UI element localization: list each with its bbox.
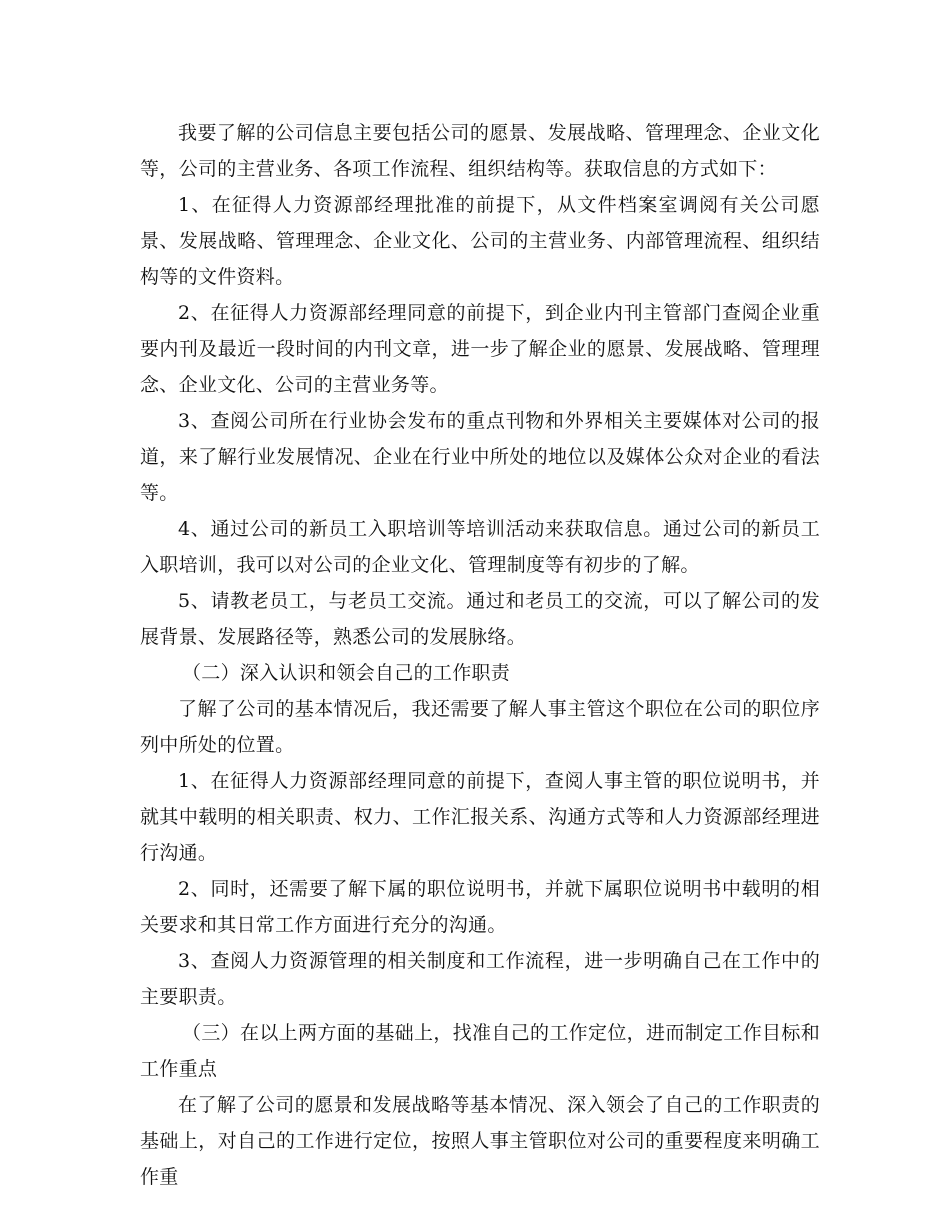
paragraph-item-5: 5、请教老员工，与老员工交流。通过和老员工的交流，可以了解公司的发展背景、发展路径等，熟悉公司的发展脉络。 (140, 590, 820, 648)
section-heading-3: （三）在以上两方面的基础上，找准自己的工作定位，进而制定工作目标和工作重点 (140, 1022, 820, 1080)
paragraph-section-2-item-2: 2、同时，还需要了解下属的职位说明书，并就下属职位说明书中载明的相关要求和其日常工作方面进行充分的沟通。 (140, 878, 820, 936)
paragraph-intro: 我要了解的公司信息主要包括公司的愿景、发展战略、管理理念、企业文化等，公司的主营业务、各项工作流程、组织结构等。获取信息的方式如下： (140, 122, 820, 180)
paragraph-section-2-intro: 了解了公司的基本情况后，我还需要了解人事主管这个职位在公司的职位序列中所处的位置。 (140, 698, 820, 756)
paragraph-item-2: 2、在征得人力资源部经理同意的前提下，到企业内刊主管部门查阅企业重要内刊及最近一段时间的内刊文章，进一步了解企业的愿景、发展战略、管理理念、企业文化、公司的主营业务等。 (140, 302, 820, 396)
paragraph-section-2-item-1: 1、在征得人力资源部经理同意的前提下，查阅人事主管的职位说明书，并就其中载明的相关职责、权力、工作汇报关系、沟通方式等和人力资源部经理进行沟通。 (140, 770, 820, 864)
paragraph-item-3: 3、查阅公司所在行业协会发布的重点刊物和外界相关主要媒体对公司的报道，来了解行业发展情况、企业在行业中所处的地位以及媒体公众对企业的看法等。 (140, 410, 820, 504)
paragraph-item-1: 1、在征得人力资源部经理批准的前提下，从文件档案室调阅有关公司愿景、发展战略、管理理念、企业文化、公司的主营业务、内部管理流程、组织结构等的文件资料。 (140, 194, 820, 288)
paragraph-item-4: 4、通过公司的新员工入职培训等培训活动来获取信息。通过公司的新员工入职培训，我可以对公司的企业文化、管理制度等有初步的了解。 (140, 518, 820, 576)
document-body (140, 115, 820, 1195)
paragraph-section-3-body: 在了解了公司的愿景和发展战略等基本情况、深入领会了自己的工作职责的基础上，对自己的工作进行定位，按照人事主管职位对公司的重要程度来明确工作重 (140, 1094, 820, 1188)
paragraph-section-2-item-3: 3、查阅人力资源管理的相关制度和工作流程，进一步明确自己在工作中的主要职责。 (140, 950, 820, 1008)
section-heading-2: （二）深入认识和领会自己的工作职责 (182, 662, 511, 684)
